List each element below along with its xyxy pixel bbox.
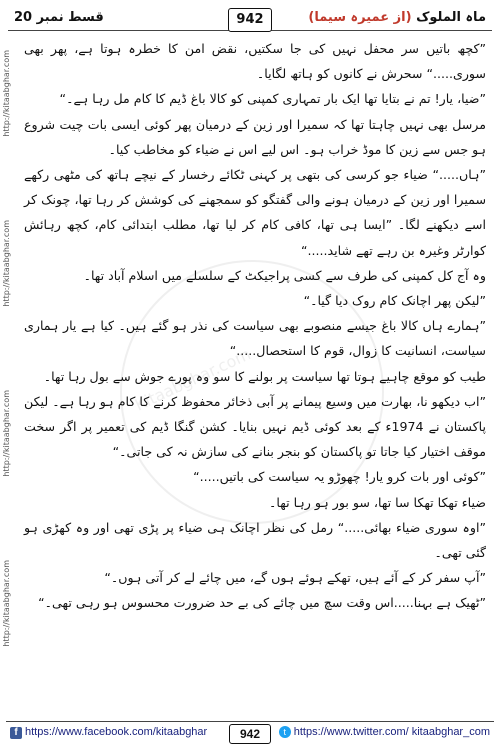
story-body xyxy=(24,36,486,696)
paragraph: ضیاء تھکا تھکا سا تھا، سو بور ہو رہا تھا۔ xyxy=(269,494,486,510)
footer-page-number: 942 xyxy=(229,724,271,744)
twitter-url: https://www.twitter.com/ kitaabghar_com xyxy=(293,726,490,738)
paragraph: ”آپ سفر کر کے آئے ہیں، تھکے ہوئے ہوں گے، میں چائے لے کر آتی ہوں۔“ xyxy=(104,570,486,586)
paragraph: ”اوہ سوری ضیاء بھائی.....“ رمل کی نظر اچانک ہی ضیاء پر پڑی تھی اور وہ کھڑی ہو گئی تھی۔ xyxy=(24,519,486,561)
paragraph: ”ہمارے ہاں کالا باغ جیسے منصوبے بھی سیاست کی نذر ہو گئے ہیں۔ کیا ہے یار ہماری سیاست، انسانیت کا زوال، قوم کا استحصال.....“ xyxy=(24,318,486,359)
episode-label: قسط نمبر 20 xyxy=(14,10,104,25)
page-number-badge: 942 xyxy=(228,8,272,32)
facebook-link[interactable] xyxy=(10,726,207,739)
side-url: http://kitaabghar.com xyxy=(2,220,11,307)
paragraph: مرسل بھی نہیں چاہتا تھا کہ سمیرا اور زین کے درمیان پھر کوئی ایسی بات چیت شروع ہو جس سے زین کا موڈ خراب ہو۔ اس لیے اس نے ضیاء کو مخاطب کیا۔ xyxy=(24,116,486,157)
page-footer xyxy=(6,721,494,744)
twitter-link[interactable] xyxy=(279,726,490,738)
paragraph: ”ٹھیک ہے بہنا.....اس وقت سچ میں چائے کی بے حد ضرورت محسوس ہو رہی تھی۔“ xyxy=(38,595,486,611)
paragraph: ”کچھ باتیں سر محفل نہیں کی جا سکتیں، نقض امن کا خطرہ ہوتا ہے، پھر بھی سوری.....“ سحرش نے کانوں کو ہاتھ لگایا۔ xyxy=(24,41,486,82)
side-url: http://kitaabghar.com xyxy=(2,50,11,137)
paragraph: ”لیکن پھر اچانک کام روک دیا گیا۔“ xyxy=(303,293,486,309)
paragraph: ”ضیا، یار! تم نے بتایا تھا ایک بار تمہاری کمپنی کو کالا باغ ڈیم کا کام مل رہا ہے۔“ xyxy=(59,91,486,107)
facebook-icon: f xyxy=(10,727,22,739)
side-url: http://kitaabghar.com xyxy=(2,560,11,647)
magazine-title xyxy=(308,10,486,25)
paragraph: وہ آج کل کمپنی کی طرف سے کسی پراجیکٹ کے سلسلے میں اسلام آباد تھا۔ xyxy=(83,267,486,283)
side-url: http://kitaabghar.com xyxy=(2,390,11,477)
magazine-name: ماہ الملوک xyxy=(416,10,486,25)
paragraph: طیب کو موقع چاہیے ہوتا تھا سیاست پر بولنے کا سو وہ پورے جوش سے بول رہا تھا۔ xyxy=(43,368,486,384)
paragraph: ”ہاں.....“ ضیاء جو کرسی کی بتھی پر کہنی ٹکائے رخسار کے نیچے ہاتھ کی مٹھی رکھے سمیرا اور زین کے درمیان ہونے والی گفتگو کو سمجھنے کی کوشش کر رہا تھا، چونک کر اسے دیکھنے لگا۔ ”ایسا ہی تھا، کافی کام کر لیا تھا، مطلب ابتدائی کام، کچھ رہائش کوارٹر وغیرہ بن رہے تھے شاید.....“ xyxy=(24,167,486,258)
twitter-icon: t xyxy=(279,726,291,738)
page-header xyxy=(8,8,492,31)
paragraph: ”کوئی اور بات کرو یار! چھوڑو یہ سیاست کی باتیں.....“ xyxy=(193,469,486,485)
watermark-text: Kitaabghar.com xyxy=(131,344,254,415)
author-name: (از عمیرہ سیما) xyxy=(308,10,412,25)
paragraph: ”اب دیکھو نا، بھارت میں وسیع پیمانے پر آبی ذخائر محفوظ کرنے کا کام ہو رہا ہے۔ لیکن پاکستان نے 1974ء کے بعد کوئی ڈیم نہیں بنایا۔ کشن گنگا ڈیم کی تعمیر پر اگر سخت موقف اختیار کیا جاتا تو پاکستان کو بنجر بنانے کی سازش نہ کی جاتی۔“ xyxy=(24,393,486,460)
facebook-url: https://www.facebook.com/kitaabghar xyxy=(25,726,208,738)
